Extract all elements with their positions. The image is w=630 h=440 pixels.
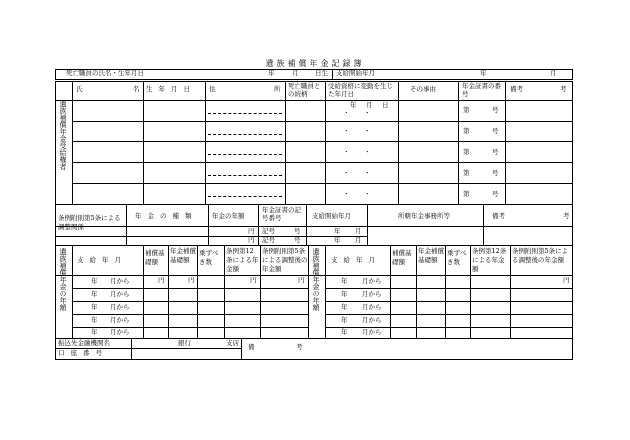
- dob-day: 日生: [315, 69, 328, 77]
- rule: [308, 245, 309, 338]
- dot: ・: [343, 109, 350, 117]
- ym-month: 月: [355, 236, 362, 244]
- number-prefix: 第: [463, 169, 470, 177]
- footer-remarks-left: 備: [248, 343, 255, 351]
- rule: [55, 245, 573, 246]
- dash-line: [208, 154, 282, 155]
- rule: [505, 81, 506, 204]
- rule: [325, 81, 326, 204]
- col-art5: 条例附則第5条による調整後の年金額: [262, 247, 308, 273]
- period-from: 月から: [362, 303, 382, 311]
- number-suffix: 号: [492, 106, 499, 114]
- section3-side-label-left: 遺族補償年金の年額: [59, 248, 67, 311]
- rule: [398, 81, 399, 204]
- period-year: 年: [91, 316, 98, 324]
- col-period: 支給年月: [77, 256, 127, 264]
- period-from: 月から: [362, 290, 382, 298]
- rule: [55, 204, 56, 245]
- period-from: 月から: [110, 328, 130, 336]
- col-remarks2: 備考: [492, 212, 505, 220]
- col-amount: 年金の年額: [212, 212, 245, 220]
- period-year: 年: [91, 328, 98, 336]
- row-year: 年: [350, 101, 357, 109]
- col-multiplier: 乗ずべき数: [199, 249, 219, 266]
- rule: [55, 359, 573, 360]
- rule: [260, 245, 261, 338]
- rule: [126, 204, 127, 245]
- bank-label: 振込先金融機関名: [58, 339, 110, 347]
- period-year: 年: [341, 290, 348, 298]
- rule: [197, 245, 198, 338]
- period-from: 月から: [362, 277, 382, 285]
- rule: [55, 79, 573, 80]
- rule: [168, 245, 169, 338]
- col-remarks: 備考: [510, 85, 523, 93]
- rule: [325, 245, 326, 338]
- ym-month: 月: [355, 227, 362, 235]
- ym-year: 年: [334, 236, 341, 244]
- rule: [72, 288, 308, 289]
- rule: [241, 338, 242, 359]
- rule: [72, 162, 573, 163]
- rule: [55, 100, 573, 101]
- dot: ・: [343, 148, 350, 156]
- rule: [258, 204, 259, 245]
- col-cert: 年金証書の記号番号: [262, 206, 301, 222]
- rule: [332, 69, 333, 79]
- account-label: 口座番号: [58, 349, 108, 357]
- rule: [572, 245, 573, 360]
- bank-suffix: 銀行: [178, 339, 191, 347]
- rule: [55, 81, 56, 204]
- col-relation: 死亡職員との続柄: [288, 82, 321, 98]
- number-label: 号: [294, 227, 301, 235]
- section2-side-label: 条例附則第5条による調整関係: [58, 214, 121, 231]
- rule: [72, 81, 73, 204]
- sign-label: 記号: [262, 227, 275, 235]
- rule: [143, 245, 144, 338]
- rule: [325, 314, 573, 315]
- deceased-label: 死亡職員の氏名・生年月日: [66, 69, 144, 77]
- col-kind: 年金の種類: [135, 212, 198, 220]
- rule: [285, 81, 286, 204]
- rule: [208, 204, 209, 245]
- rule: [55, 245, 56, 360]
- dash-line: [208, 196, 282, 197]
- yen: 円: [298, 276, 305, 284]
- dash-line: [208, 134, 282, 135]
- dot: ・: [364, 190, 371, 198]
- col-base-r: 補償基礎額: [392, 249, 412, 266]
- dash-line: [208, 113, 282, 114]
- ym-year: 年: [334, 227, 341, 235]
- rule: [572, 69, 573, 79]
- dash-line: [208, 175, 282, 176]
- col-base: 補償基礎額: [145, 249, 165, 266]
- form-title: 遺族補償年金記録簿: [265, 59, 365, 68]
- rule: [483, 204, 484, 245]
- rule: [325, 301, 573, 302]
- period-year: 年: [91, 277, 98, 285]
- col-name-left: 氏: [76, 85, 83, 93]
- rule: [367, 204, 368, 245]
- form-sheet: 遺族補償年金記録簿 死亡職員の氏名・生年月日 年 月 日生 支給開始年月 年 月 遺族補償年金受給権者 氏 名 生年月日 住 所 死亡職員との続柄 受給資格に変動を生じた年月日 その事由 年金証書の番号 備考 考 年 月 日 ・ ・ 第 号 ・ ・ 第 号 ・ ・ 第 号 ・ ・ 第 号 ・ ・ 第 号 条例附則第5条による調整関係 年金の種類 年金の年額 年金証書の記号番号 支給開始年月 所轄年金事務所等 備考 考 円 円 記号 号 記号 号 年 月 年 月 遺族補償年金の年額 遺族補償年金の年額 支給年月 補償基礎額 年金補償基礎額 乗ずべき数 条例第12条による年金額 条例附則第5条による調整後の年金額 支給年月 補償基礎額 年金補償基礎額 乗ずべき数 条例第12条による年金額 条例附則第5条による調整後の年金額 年 月から 円 円 円 円 年 月から 年 月から 年 月から 年 月から 年 月から 円 年 月から 年 月から 年 月から 年 月から 振込先金融機関名 銀行 支店 口座番号 備 考: [0, 0, 630, 440]
- rule: [55, 226, 573, 227]
- period-year: 年: [341, 303, 348, 311]
- period-from: 月から: [362, 316, 382, 324]
- number-suffix: 号: [492, 148, 499, 156]
- dot: ・: [343, 127, 350, 135]
- rule: [458, 81, 459, 204]
- period-year: 年: [341, 328, 348, 336]
- number-prefix: 第: [463, 127, 470, 135]
- branch-suffix: 支店: [226, 339, 239, 347]
- period-from: 月から: [110, 290, 130, 298]
- rule: [55, 236, 367, 237]
- dot: ・: [364, 169, 371, 177]
- rule: [416, 245, 417, 338]
- rule: [224, 245, 225, 338]
- col-annual-base: 年金補償基礎額: [170, 247, 196, 264]
- col-addr-right: 所: [274, 85, 281, 93]
- period-from: 月から: [110, 316, 130, 324]
- rule: [72, 245, 73, 338]
- rule: [55, 338, 573, 339]
- rule: [325, 288, 573, 289]
- section3-side-label-right: 遺族補償年金の年額: [312, 248, 320, 311]
- number-prefix: 第: [463, 190, 470, 198]
- rule: [72, 183, 573, 184]
- rule: [572, 204, 573, 245]
- yen: 円: [188, 276, 195, 284]
- number-prefix: 第: [463, 106, 470, 114]
- rule: [445, 245, 446, 338]
- footer-remarks-right: 考: [296, 343, 303, 351]
- rule: [72, 121, 573, 122]
- col-birth: 生年月日: [146, 85, 196, 93]
- col-office: 所轄年金事務所等: [398, 212, 450, 220]
- period-year: 年: [91, 290, 98, 298]
- yen: 円: [250, 276, 257, 284]
- sign-label: 記号: [262, 236, 275, 244]
- amount-unit: 円: [248, 236, 255, 244]
- number-suffix: 号: [492, 127, 499, 135]
- dob-month: 月: [292, 69, 299, 77]
- rule: [131, 338, 132, 359]
- number-suffix: 号: [492, 169, 499, 177]
- col-art12: 条例第12条による年金額: [226, 247, 259, 273]
- dot: ・: [343, 169, 350, 177]
- rule: [55, 69, 56, 79]
- col-change-date: 受給資格に変動を生じた年月日: [328, 82, 393, 98]
- col-reason: その事由: [410, 85, 436, 93]
- dot: ・: [364, 109, 371, 117]
- period-year: 年: [341, 277, 348, 285]
- col-multiplier-r: 乗ずべき数: [447, 249, 467, 266]
- pay-start-year: 年: [480, 69, 487, 77]
- col-cert-no: 年金証書の番号: [462, 82, 501, 98]
- period-from: 月から: [362, 328, 382, 336]
- rule: [72, 141, 573, 142]
- rule: [143, 81, 144, 204]
- col-art5-r: 条例附則第5条による調整後の年金額: [512, 247, 569, 264]
- period-from: 月から: [110, 303, 130, 311]
- number-prefix: 第: [463, 148, 470, 156]
- period-year: 年: [91, 303, 98, 311]
- amount-unit: 円: [248, 227, 255, 235]
- dot: ・: [364, 148, 371, 156]
- pay-start-month: 月: [550, 69, 557, 77]
- dot: ・: [343, 190, 350, 198]
- period-year: 年: [341, 316, 348, 324]
- col-period-r: 支給年月: [331, 256, 381, 264]
- dot: ・: [364, 127, 371, 135]
- rule: [306, 204, 307, 245]
- col-addr-left: 住: [209, 85, 216, 93]
- number-suffix: 号: [492, 190, 499, 198]
- rule: [572, 81, 573, 204]
- rule: [510, 245, 511, 338]
- row-month: 月: [366, 101, 373, 109]
- rule: [72, 327, 308, 328]
- period-from: 月から: [110, 277, 130, 285]
- rule: [205, 81, 206, 204]
- row-day: 日: [382, 101, 389, 109]
- col-annual-base-r: 年金補償基礎額: [418, 247, 444, 264]
- rule: [55, 204, 573, 205]
- col-name-right: 名: [133, 85, 140, 93]
- dob-year: 年: [268, 69, 275, 77]
- pay-start-label: 支給開始年月: [336, 69, 375, 77]
- rule: [72, 314, 308, 315]
- number-label: 号: [294, 236, 301, 244]
- rule: [72, 301, 308, 302]
- col-start: 支給開始年月: [312, 212, 351, 220]
- rule: [470, 245, 471, 338]
- yen: 円: [563, 276, 570, 284]
- col-art12-r: 条例第12条による年金額: [472, 247, 507, 273]
- section1-side-label: 遺族補償年金受給権者: [59, 100, 67, 170]
- yen: 円: [158, 276, 165, 284]
- rule: [390, 245, 391, 338]
